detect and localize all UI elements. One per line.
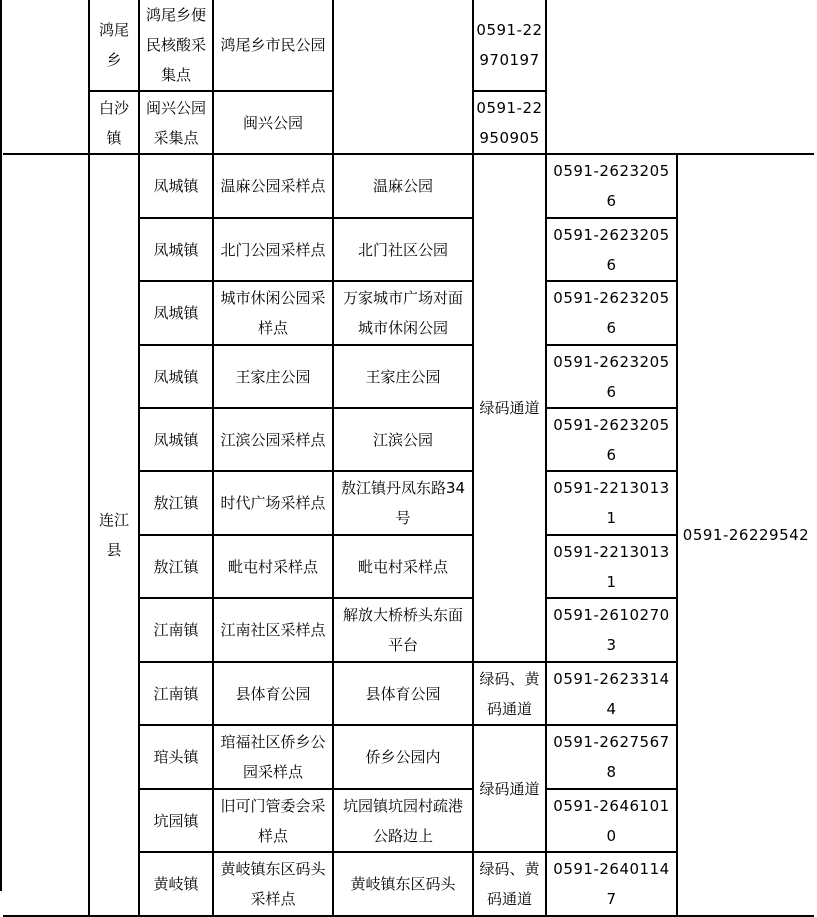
- county-cell-prev: [3, 0, 89, 154]
- address-cell: 毗屯村采样点: [333, 535, 473, 598]
- channel-cell: 绿码通道: [473, 154, 546, 662]
- town-cell: 凤城镇: [139, 281, 213, 345]
- address-cell: 县体育公园: [333, 662, 473, 725]
- town-cell: 鸿尾乡: [89, 0, 139, 91]
- address-cell: 温麻公园: [333, 154, 473, 218]
- town-cell: 黄岐镇: [139, 852, 213, 916]
- town-cell: 凤城镇: [139, 345, 213, 408]
- phone-cell: 0591-22130131: [546, 471, 677, 535]
- site-cell: 江滨公园采样点: [213, 408, 333, 471]
- site-cell: 县体育公园: [213, 662, 333, 725]
- phone-cell: 0591-26232056: [546, 218, 677, 281]
- address-cell: 黄岐镇东区码头: [333, 852, 473, 916]
- phone-cell: 0591-26275678: [546, 725, 677, 789]
- phone-cell: 0591-22950905: [473, 91, 546, 154]
- county-name-cell: 连江县: [89, 154, 139, 916]
- address-cell: 鸿尾乡市民公园: [213, 0, 333, 91]
- phone-cell: 0591-26232056: [546, 154, 677, 218]
- address-cell: 侨乡公园内: [333, 725, 473, 789]
- site-cell: 琯福社区侨乡公园采样点: [213, 725, 333, 789]
- address-cell: 江滨公园: [333, 408, 473, 471]
- outer-blank-column: [3, 154, 89, 916]
- town-cell: 凤城镇: [139, 154, 213, 218]
- table-row: [3, 154, 814, 218]
- phone-cell: 0591-26461010: [546, 789, 677, 852]
- site-cell: 王家庄公园: [213, 345, 333, 408]
- site-cell: 闽兴公园采集点: [139, 91, 213, 154]
- town-cell: 敖江镇: [139, 535, 213, 598]
- phone-cell: 0591-26233144: [546, 662, 677, 725]
- address-cell: 北门社区公园: [333, 218, 473, 281]
- address-cell: 万家城市广场对面城市休闲公园: [333, 281, 473, 345]
- site-cell: 旧可门管委会采样点: [213, 789, 333, 852]
- address-cell: 敖江镇丹凤东路34号: [333, 471, 473, 535]
- county-phone-cell-prev: [546, 0, 677, 154]
- phone-cell: 0591-26232056: [546, 345, 677, 408]
- phone-cell: 0591-26102703: [546, 598, 677, 662]
- town-cell: 琯头镇: [139, 725, 213, 789]
- address-cell: 解放大桥桥头东面平台: [333, 598, 473, 662]
- channel-cell: 绿码、黄码通道: [473, 852, 546, 916]
- phone-cell: 0591-26401147: [546, 852, 677, 916]
- town-cell: 江南镇: [139, 662, 213, 725]
- site-cell: 毗屯村采样点: [213, 535, 333, 598]
- sampling-sites-table: [3, 0, 814, 917]
- site-cell: 北门公园采样点: [213, 218, 333, 281]
- address-cell: 坑园镇坑园村疏港公路边上: [333, 789, 473, 852]
- channel-cell-prev: [333, 0, 473, 154]
- site-cell: 城市休闲公园采样点: [213, 281, 333, 345]
- phone-cell: 0591-22130131: [546, 535, 677, 598]
- channel-cell: 绿码、黄码通道: [473, 662, 546, 725]
- phone-cell: 0591-26232056: [546, 408, 677, 471]
- address-cell: 王家庄公园: [333, 345, 473, 408]
- site-cell: 时代广场采样点: [213, 471, 333, 535]
- town-cell: 白沙镇: [89, 91, 139, 154]
- phone-cell: 0591-22970197: [473, 0, 546, 91]
- page-left-border: [0, 0, 2, 891]
- phone-cell: 0591-26232056: [546, 281, 677, 345]
- town-cell: 坑园镇: [139, 789, 213, 852]
- channel-cell: 绿码通道: [473, 725, 546, 852]
- table-row: [3, 0, 814, 91]
- town-cell: 敖江镇: [139, 471, 213, 535]
- site-cell: 江南社区采样点: [213, 598, 333, 662]
- site-cell: 温麻公园采样点: [213, 154, 333, 218]
- site-cell: 黄岐镇东区码头采样点: [213, 852, 333, 916]
- town-cell: 凤城镇: [139, 408, 213, 471]
- address-cell: 闽兴公园: [213, 91, 333, 154]
- town-cell: 江南镇: [139, 598, 213, 662]
- town-cell: 凤城镇: [139, 218, 213, 281]
- county-phone-cell: 0591-26229542: [677, 154, 814, 916]
- site-cell: 鸿尾乡便民核酸采集点: [139, 0, 213, 91]
